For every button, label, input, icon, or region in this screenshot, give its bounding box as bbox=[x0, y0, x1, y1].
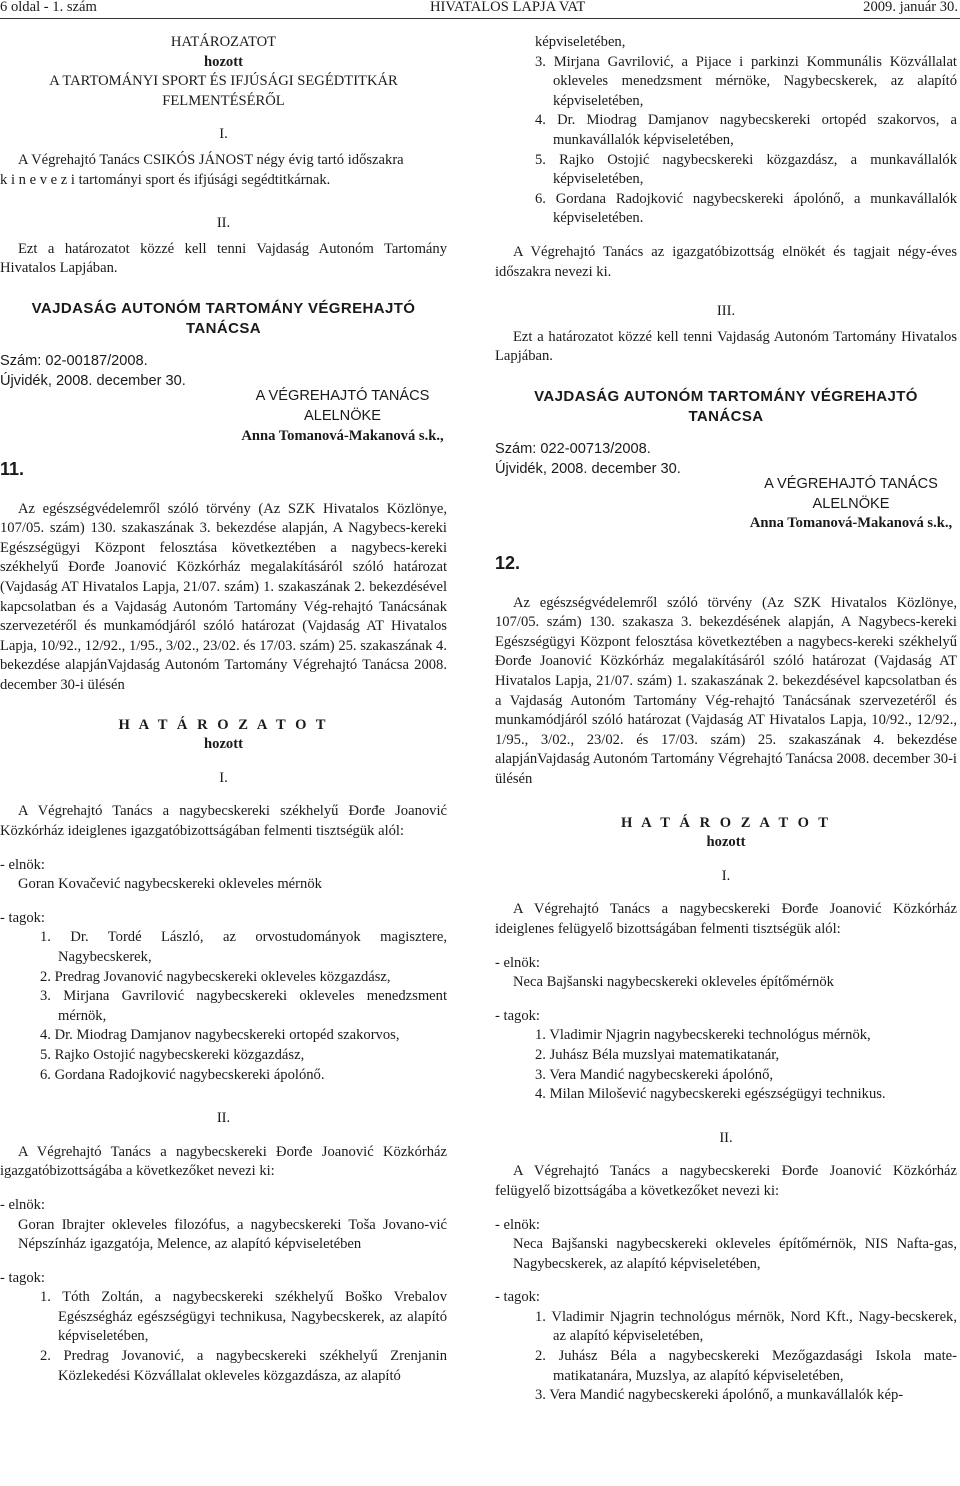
list-item: 1. Dr. Tordé László, az orvostudományok magisztere, Nagybecskerek, bbox=[40, 929, 447, 965]
council-name: VAJDASÁG AUTONÓM TARTOMÁNY VÉGREHAJTÓ bbox=[534, 387, 918, 405]
issue-date: 2009. január 30. bbox=[863, 0, 958, 15]
signature-name: Anna Tomanová-Makanová s.k., bbox=[241, 427, 444, 444]
member-name: Neca Bajšanski nagybecskereki okleveles építőmérnök, NIS Nafta-gas, Nagybecskerek, az alapító képviseletében, bbox=[513, 1236, 957, 1272]
place-date: Újvidék, 2008. december 30. bbox=[0, 372, 186, 389]
decision-heading: H A T Á R O Z A T O T bbox=[620, 814, 832, 831]
page-number: 6 oldal - 1. szám bbox=[0, 0, 97, 15]
reference-number: Szám: 022-00713/2008. bbox=[495, 441, 651, 458]
role-label: - elnök: bbox=[0, 1196, 45, 1213]
signature-title: A VÉGREHAJTÓ TANÁCS bbox=[764, 476, 938, 493]
list-item: 6. Gordana Radojković nagybecskereki ápolónő, a munkavállalók képviseletében. bbox=[535, 190, 957, 227]
paragraph: A Végrehajtó Tanács a nagybecskereki székhelyű Đorđe Joanović Közkórház ideiglenes igazgatóbizottságában felmenti tisztségük alól: bbox=[0, 803, 447, 839]
role-label: - elnök: bbox=[495, 1216, 540, 1233]
hozott-label: hozott bbox=[706, 834, 746, 851]
decision-subject: A TARTOMÁNYI SPORT ÉS IFJÚSÁGI SEGÉDTITKÁR bbox=[49, 73, 398, 90]
list-item: 2. Predrag Jovanović nagybecskereki okleveles közgazdász, bbox=[40, 968, 391, 985]
paragraph: Ezt a határozatot közzé kell tenni Vajdaság Autonóm Tartomány Hivatalos Lapjában. bbox=[0, 240, 447, 277]
list-item: 2. Juhász Béla a nagybecskereki Mezőgazdasági Iskola mate-matikatanára, Muzslya, az alapító képviseletében, bbox=[535, 1348, 957, 1384]
place-date: Újvidék, 2008. december 30. bbox=[495, 460, 681, 477]
signature-name: Anna Tomanová-Makanová s.k., bbox=[749, 515, 953, 532]
paragraph: A Végrehajtó Tanács CSIKÓS JÁNOST négy évig tartó időszakra bbox=[18, 151, 404, 168]
paragraph: Ezt a határozatot közzé kell tenni Vajdaság Autonóm Tartomány Hivatalos Lapjában. bbox=[495, 328, 957, 365]
list-item: 1. Vladimir Njagrin technológus mérnök, Nord Kft., Nagy-becskerek, az alapító képviseletében, bbox=[535, 1308, 957, 1345]
paragraph: A Végrehajtó Tanács a nagybecskereki Đorđe Joanović Közkórház felügyelő bizottságába a következőket nevezi ki: bbox=[495, 1163, 957, 1199]
signature-role: ALELNÖKE bbox=[812, 495, 890, 512]
decision-number: 12. bbox=[495, 553, 521, 574]
list-continuation: képviseletében, bbox=[535, 34, 626, 50]
decision-subject-2: FELMENTÉSÉRŐL bbox=[162, 92, 285, 109]
running-header bbox=[0, 0, 960, 16]
left-column bbox=[0, 33, 447, 1386]
preamble: Az egészségvédelemről szóló törvény (Az SZK Hivatalos Közlönye, 107/05. szám) 130. szakasza 3. bekezdésének alapján, A Nagybecs-kereki Egészségügyi Központ felosztása következtében a nagybecs-kereki székhelyű Đorđe Joanović Közkórház megalakításáról szóló határozat (Vajdaság AT Hivatalos Lapja, 21/07. szám) 1. szakaszának 2. bekezdésével kapcsolatban és a Vajdaság Autonóm Tartomány Vég-rehajtó Tanácsának szervezetéről és munkamódjáról szóló határozat (Vajdaság AT Hivatalos Lapja, 10/92., 12/92., 1/95., 3/02., 23/02. és 17/03. szám) 25. szakaszának 4. bekezdése alapjánVajdaság Autonóm Tartomány Végrehajtó Tanácsa 2008. december 30-i ülésén bbox=[495, 594, 957, 787]
hozott-label: hozott bbox=[204, 736, 243, 753]
roman-2: II. bbox=[216, 215, 231, 232]
signature-role: ALELNÖKE bbox=[303, 407, 382, 424]
role-label: - elnök: bbox=[0, 856, 45, 873]
member-name: Goran Ibrajter okleveles filozófus, a nagybecskereki Toša Jovano-vić Népszínház igazgatója, Melence, az alapító képviseletében bbox=[18, 1216, 447, 1253]
role-label: - tagok: bbox=[495, 1007, 540, 1024]
list-item: 5. Rajko Ostojić nagybecskereki közgazdász, bbox=[40, 1046, 305, 1063]
roman-3: III. bbox=[716, 303, 736, 320]
member-list bbox=[0, 928, 447, 1085]
roman-2: II. bbox=[719, 1129, 733, 1146]
roman-2: II. bbox=[216, 1110, 231, 1127]
journal-title: HIVATALOS LAPJA VAT bbox=[430, 0, 586, 15]
decision-heading: H A T Á R O Z A T O T bbox=[118, 716, 329, 733]
preamble: Az egészségvédelemről szóló törvény (Az SZK Hivatalos Közlönye, 107/05. szám) 130. szakaszának 3. bekezdése alapján, A Nagybecs-kereki Egészségügyi Központ felosztása következtében a nagybecs-kereki székhelyű Đorđe Joanović Közkórház megalakításáról szóló határozat (Vajdaság AT Hivatalos Lapja, 21/07. szám) 1. szakaszának 2. bekezdésével kapcsolatban és a Vajdaság Autonóm Tartomány Vég-rehajtó Tanácsának szervezetéről és munkamódjáról szóló határozat (Vajdaság AT Hivatalos Lapja, 10/92., 12/92., 1/95., 3/02., 23/02. és 17/03. szám) 25. szakaszának 4. bekezdése alapjánVajdaság Autonóm Tartomány Végrehajtó Tanácsa 2008. december 30-i ülésén bbox=[0, 500, 447, 694]
hozott-label: hozott bbox=[204, 53, 243, 70]
paragraph: A Végrehajtó Tanács a nagybecskereki Đorđe Joanović Közkórház ideiglenes felügyelő bizottságában felmenti tisztségük alól: bbox=[495, 901, 957, 937]
member-name: Goran Kovačević nagybecskereki okleveles mérnök bbox=[18, 876, 322, 893]
list-item: 1. Vladimir Njagrin nagybecskereki technológus mérnök, bbox=[535, 1027, 871, 1044]
role-label: - tagok: bbox=[0, 909, 45, 926]
decision-heading: HATÁROZATOT bbox=[170, 34, 277, 50]
header-rule bbox=[0, 18, 960, 19]
member-list bbox=[0, 1288, 447, 1386]
list-item: 3. Mirjana Gavrilović, a Pijace i parkinzi Kommunális Közvállalat okleveles menedzsment mérnöke, Nagybecskerek, az alapító képviseletében, bbox=[535, 53, 957, 109]
paragraph: A Végrehajtó Tanács a nagybecskereki Đorđe Joanović Közkórház igazgatóbizottságába a következőket nevezi ki: bbox=[0, 1143, 447, 1180]
member-list bbox=[495, 1026, 957, 1104]
list-item: 2. Predrag Jovanović, a nagybecskereki székhelyű Zrenjanin Közlekedési Közvállalat okleveles közgazdásza, az alapító bbox=[40, 1348, 447, 1384]
role-label: - elnök: bbox=[495, 954, 540, 971]
list-item: 3. Mirjana Gavrilović nagybecskereki okleveles menedzsment mérnök, bbox=[40, 988, 447, 1024]
right-column bbox=[495, 33, 957, 1406]
list-item: 2. Juhász Béla muzslyai matematikatanár, bbox=[535, 1046, 780, 1063]
list-item: 5. Rajko Ostojić nagybecskereki közgazdász, a munkavállalók képviseletében, bbox=[535, 151, 957, 188]
council-name-2: TANÁCSA bbox=[688, 407, 764, 425]
member-list bbox=[495, 53, 957, 229]
list-item: 3. Vera Mandić nagybecskereki ápolónő, bbox=[535, 1066, 774, 1083]
list-item: 4. Dr. Miodrag Damjanov nagybecskereki ortopéd szakorvos, a munkavállalók képviseletében, bbox=[535, 112, 957, 148]
signature-title: A VÉGREHAJTÓ TANÁCS bbox=[255, 388, 430, 405]
list-item: 6. Gordana Radojković nagybecskereki ápolónő. bbox=[40, 1066, 325, 1083]
list-item: 1. Tóth Zoltán, a nagybecskereki székhelyű Boško Vrebalov Egészségház egészségügyi technikusa, Nagybecskerek, az alapító képviseletében, bbox=[40, 1289, 447, 1345]
council-name: VAJDASÁG AUTONÓM TARTOMÁNY VÉGREHAJTÓ bbox=[31, 299, 416, 317]
council-name-2: TANÁCSA bbox=[185, 319, 262, 337]
roman-1: I. bbox=[721, 867, 731, 884]
reference-number: Szám: 02-00187/2008. bbox=[0, 353, 148, 370]
paragraph: A Végrehajtó Tanács az igazgatóbizottság elnökét és tagjait négy-éves időszakra nevezi ki. bbox=[495, 243, 957, 280]
role-label: - tagok: bbox=[0, 1269, 45, 1286]
roman-1: I. bbox=[219, 769, 228, 786]
member-name: Neca Bajšanski nagybecskereki okleveles építőmérnök bbox=[513, 974, 834, 991]
role-label: - tagok: bbox=[495, 1289, 540, 1306]
paragraph: k i n e v e z i tartományi sport és ifjúsági segédtitkárnak. bbox=[0, 171, 331, 188]
list-item: 3. Vera Mandić nagybecskereki ápolónő, a munkavállalók kép- bbox=[535, 1387, 904, 1404]
list-item: 4. Dr. Miodrag Damjanov nagybecskereki ortopéd szakorvos, bbox=[40, 1027, 400, 1044]
decision-number: 11. bbox=[0, 459, 25, 480]
roman-1: I. bbox=[219, 126, 228, 143]
list-item: 4. Milan Milošević nagybecskereki egészségügyi technikus. bbox=[535, 1086, 886, 1103]
member-list bbox=[495, 1308, 957, 1406]
